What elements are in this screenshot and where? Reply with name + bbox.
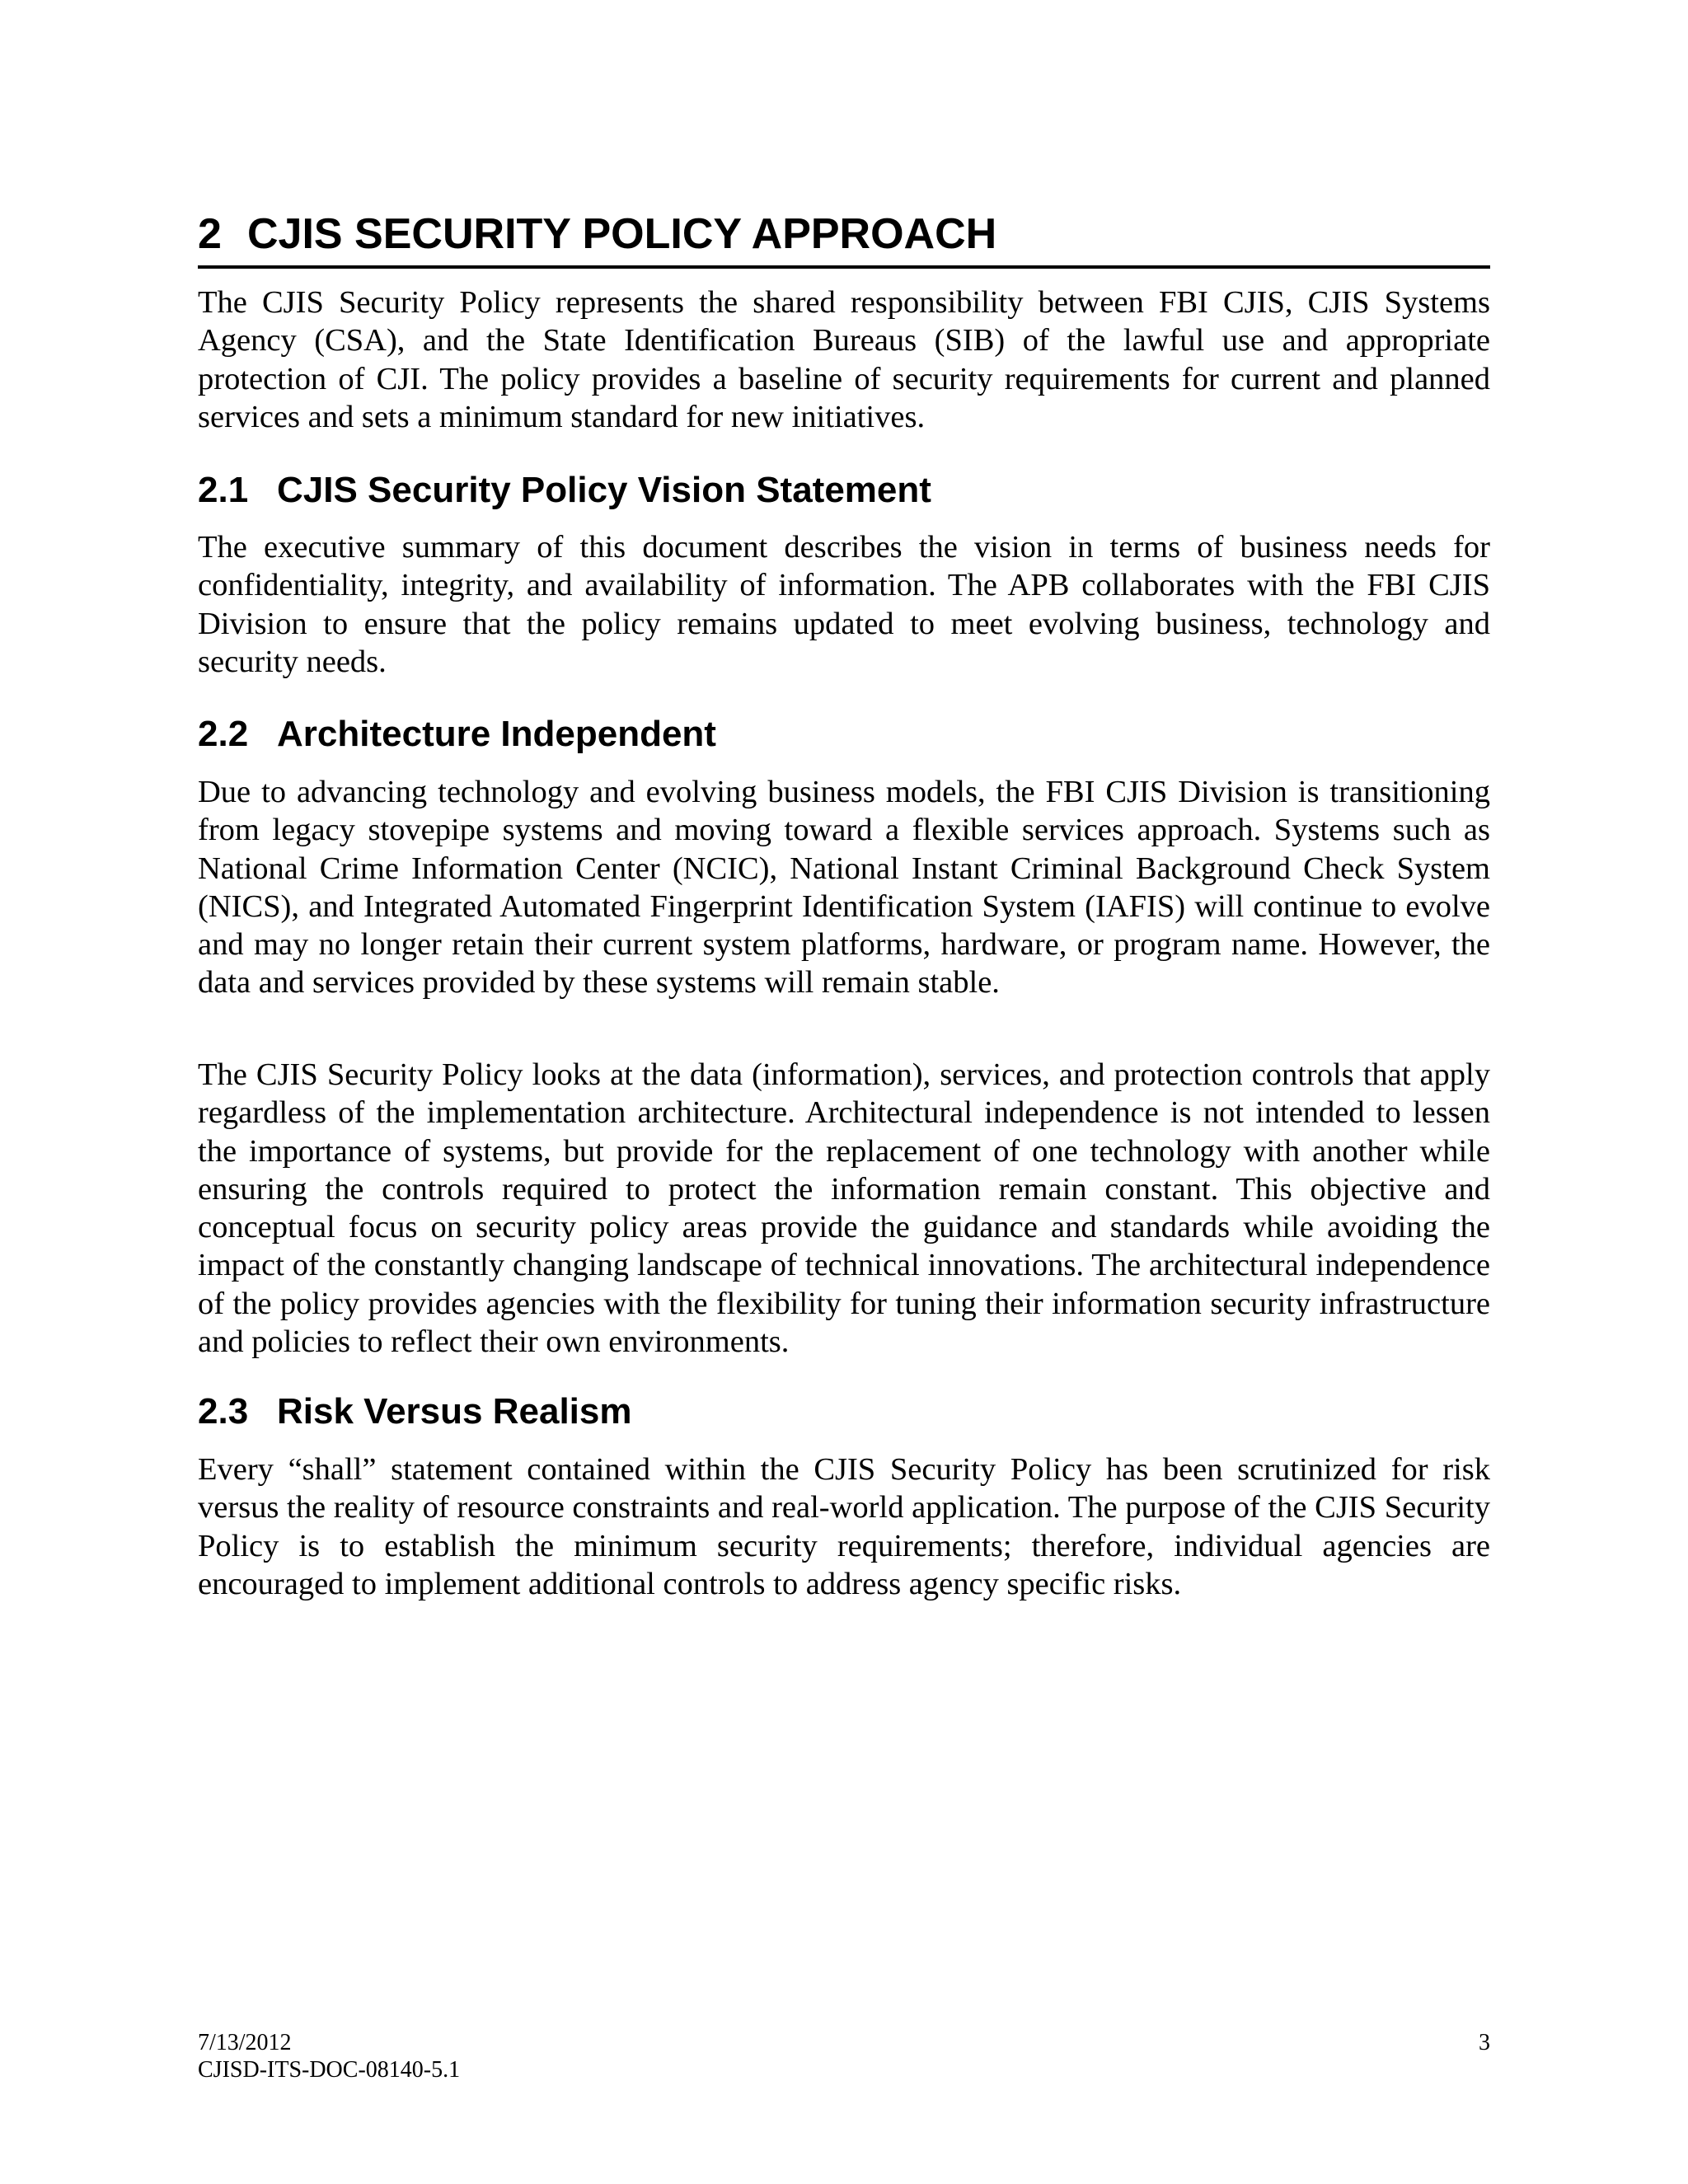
architecture-paragraph-2: The CJIS Security Policy looks at the data (information), services, and protection controls that apply regardless of the implementation architecture. Architectural independence is not intended to lessen the importance of systems, but provide for the replacement of one technology with another while ensuring the controls required to protect the information remain constant. This objective and conceptual focus on security policy areas provide the guidance and standards while avoiding the impact of the constantly changing landscape of technical innovations. The architectural independence of the policy provides agencies with the flexibility for tuning their information security infrastructure and policies to reflect their own environments. [198,1057,1490,1360]
section-title: CJIS SECURITY POLICY APPROACH [247,210,997,258]
subsection-number: 2.1 [198,470,249,510]
footer-left [198,2029,460,2083]
subsection-number: 2.2 [198,714,249,754]
document-page [198,0,1490,2184]
footer-date: 7/13/2012 [198,2030,292,2055]
subsection-heading-2-1 [198,467,1490,513]
section-heading [198,208,1490,269]
subsection-number: 2.3 [198,1391,249,1432]
subsection-heading-2-2 [198,711,1490,757]
subsection-title: Architecture Independent [277,714,716,754]
architecture-paragraph-1: Due to advancing technology and evolving business models, the FBI CJIS Division is transitioning from legacy stovepipe systems and moving toward a flexible services approach. Systems such as National Crime Information Center (NCIC), National Instant Criminal Background Check System (NICS), and Integrated Automated Fingerprint Identification System (IAFIS) will continue to evolve and may no longer retain their current system platforms, hardware, or program name. However, the data and services provided by these systems will remain stable. [198,775,1490,1001]
risk-realism-paragraph: Every “shall” statement contained within the CJIS Security Policy has been scrutinized for risk versus the reality of resource constraints and real-world application. The purpose of the CJIS Security Policy is to establish the minimum security requirements; therefore, individual agencies are encouraged to implement additional controls to address agency specific risks. [198,1452,1490,1601]
vision-statement-paragraph: The executive summary of this document describes the vision in terms of business needs for confidentiality, integrity, and availability of information. The APB collaborates with the FBI CJIS Division to ensure that the policy remains updated to meet evolving business, technology and security needs. [198,530,1490,679]
section-number: 2 [198,210,222,258]
footer-page-number: 3 [1479,2030,1490,2055]
subsection-title: Risk Versus Realism [277,1391,632,1432]
section-intro-paragraph: The CJIS Security Policy represents the shared responsibility between FBI CJIS, CJIS Systems Agency (CSA), and the State Identification Bureaus (SIB) of the lawful use and appropriate protection of CJI. The policy provides a baseline of security requirements for current and planned services and sets a minimum standard for new initiatives. [198,285,1490,434]
footer-doc-id: CJISD-ITS-DOC-08140-5.1 [198,2057,461,2083]
subsection-title: CJIS Security Policy Vision Statement [277,470,931,510]
subsection-heading-2-3 [198,1389,1490,1435]
